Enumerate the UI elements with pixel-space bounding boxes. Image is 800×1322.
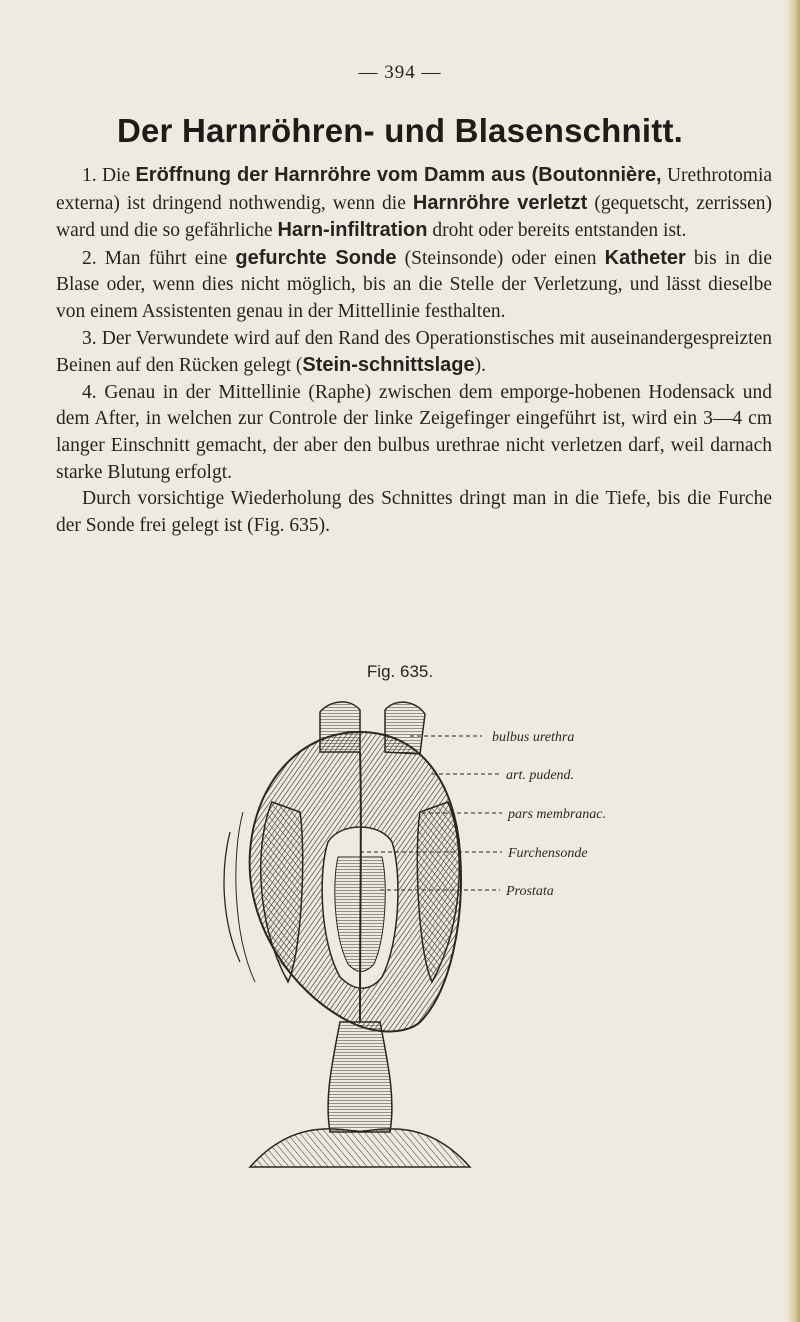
paragraph-number: 4. bbox=[82, 381, 97, 403]
text-run: Man führt eine bbox=[104, 247, 236, 269]
text-run: Die bbox=[101, 165, 136, 186]
label-prostata: Prostata bbox=[506, 884, 554, 899]
paragraph-4 bbox=[56, 380, 772, 486]
emphasis-text: Katheter bbox=[604, 246, 686, 269]
text-run: ). bbox=[474, 355, 487, 377]
label-bulbus-urethra: bulbus urethra bbox=[492, 730, 575, 745]
label-furchensonde: Furchensonde bbox=[508, 846, 588, 861]
emphasis-text: Eröffnung der Harnröhre vom Damm aus (Boutonnière, bbox=[135, 164, 662, 186]
engraving-illustration bbox=[210, 692, 750, 1172]
text-run: (Steinsonde) oder einen bbox=[396, 247, 605, 269]
paragraph-5 bbox=[56, 486, 772, 539]
page-title: Der Harnröhren- und Blasenschnitt. bbox=[116, 112, 684, 149]
page-number: — 394 — bbox=[358, 62, 442, 83]
emphasis-text: Harn-infiltration bbox=[277, 219, 428, 242]
figure-caption: Fig. 635. bbox=[366, 662, 434, 681]
paragraph-2 bbox=[56, 245, 772, 326]
emphasis-text: Harnröhre verletzt bbox=[412, 191, 588, 214]
body-text bbox=[56, 162, 772, 539]
label-pars-membranac: pars membranac. bbox=[508, 807, 606, 822]
text-run: (gequetscht, zerrissen) ward und die so gefährliche bbox=[56, 192, 772, 242]
text-run: droht oder bereits entstanden ist. bbox=[427, 220, 687, 242]
paragraph-number: 1. bbox=[82, 165, 97, 186]
emphasis-text: gefurchte Sonde bbox=[235, 246, 397, 269]
paragraph-number: 2. bbox=[82, 247, 97, 269]
text-run: Urethrotomia externa) ist dringend nothwendig, wenn die bbox=[56, 165, 773, 214]
emphasis-text: Stein-schnittslage bbox=[302, 354, 475, 377]
paragraph-1 bbox=[56, 162, 772, 245]
text-run: Der Verwundete wird auf den Rand des Operationstisches mit auseinandergespreizten Beinen auf den Rücken gelegt ( bbox=[56, 327, 772, 377]
text-run: Durch vorsichtige Wiederholung des Schnittes dringt man in die Tiefe, bis die Furche der Sonde frei gelegt ist (Fig. 635). bbox=[56, 488, 772, 536]
anatomical-figure bbox=[210, 692, 750, 1172]
label-art-pudend: art. pudend. bbox=[506, 768, 575, 783]
text-run: Genau in der Mittellinie (Raphe) zwischen dem emporge-hobenen Hodensack und dem After, in welchen zur Controle der linke Zeigefinger eingeführt ist, wird ein 3—4 cm langer Einschnitt gemacht, der aber den bulbus urethrae nicht verletzen darf, weil darnach starke Blutung erfolgt. bbox=[56, 381, 772, 483]
text-run: bis in die Blase oder, wenn dies nicht möglich, bis an die Stelle der Verletzung, und lässt dieselbe von einem Assistenten genau in der Mittellinie festhalten. bbox=[56, 247, 773, 322]
paragraph-3 bbox=[56, 326, 772, 380]
paragraph-number: 3. bbox=[82, 327, 97, 349]
page-edge bbox=[786, 0, 800, 1322]
